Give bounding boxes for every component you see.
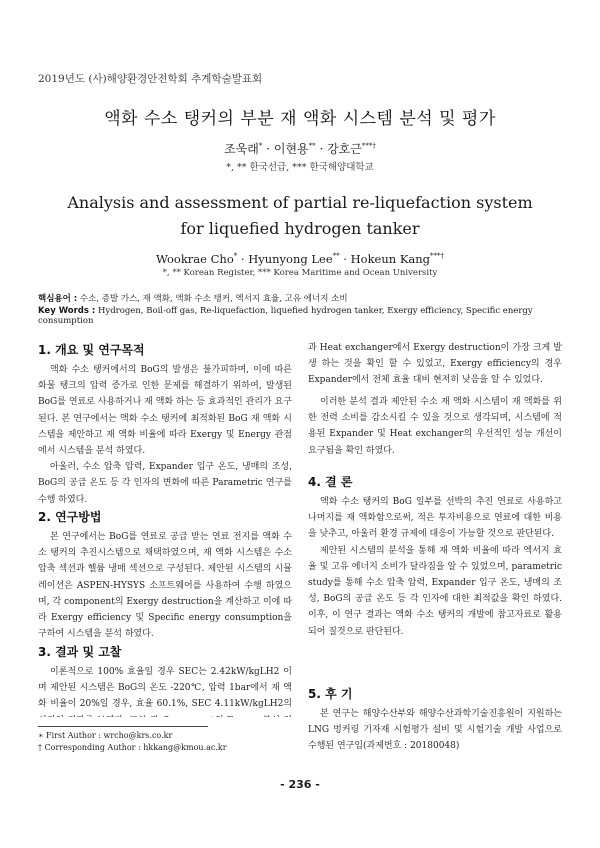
footnote-divider	[38, 726, 208, 727]
author-2-en: Hyunyong Lee	[248, 252, 333, 266]
paragraph: 이러한 분석 결과 제안된 수소 재 액화 시스템이 재 액화를 위한 전력 소비를 감소시킬 수 있을 것으로 생각되며, 시스템에 적용된 Expander 및 Heat exchanger의 우선적인 성능 개선이 요구됨을 확인 하였다.	[308, 397, 562, 456]
paragraph: 이론적으로 100% 효율일 경우 SEC는 2.42kW/kgLH2 이며 제안된 시스템은 BoG의 온도 -220℃, 압력 1bar에서 재 액화 비율이 20%일 경우, 효율 60.1%, SEC 4.11kW/kgLH2의	[38, 667, 292, 710]
conference-header: 2019년도 (사)해양환경안전학회 추계학술발표회	[38, 73, 263, 85]
paper-title-korean: 액화 수소 탱커의 부분 재 액화 시스템 분석 및 평가	[104, 109, 496, 129]
section-1	[38, 341, 292, 508]
author-1-ko-mark: *	[258, 142, 263, 150]
section-4	[308, 473, 562, 640]
section-3	[38, 643, 292, 717]
author-1-ko: 조욱래	[224, 142, 259, 156]
section-5	[308, 685, 562, 755]
page-number: - 236 -	[280, 778, 320, 791]
affiliation-korean: *, ** 한국선급, *** 한국해양대학교	[226, 162, 374, 173]
footnote-first-author: ∗ First Author : wrcho@krs.co.kr	[38, 731, 173, 740]
keywords-ko-label: 핵심용어 :	[38, 294, 78, 304]
authors-korean	[0, 140, 600, 157]
keywords-ko-text: 수소, 증발 가스, 재 액화, 액화 수소 탱커, 엑서지 효율, 고유 에너지 소비	[79, 294, 348, 304]
author-3-en: Hokeun Kang	[350, 252, 431, 266]
keywords-english	[38, 306, 568, 326]
keywords-korean	[38, 292, 568, 304]
paragraph: 본 연구는 해양수산부와 해양수산과학기술진흥원이 지원하는 LNG 벙커링 기자재 시험평가 설비 및 시험기술 개발 사업으로 수행된 연구임(과제번호 : 20180048)	[308, 709, 562, 752]
section-2	[38, 508, 292, 642]
section-3-continued-2	[308, 394, 562, 459]
paragraph: 액화 수소 탱커의 BoG 일부를 선박의 추진 연료로 사용하고 나머지를 재 액화함으로써, 적은 투자비용으로 연료에 대한 비용을 낮추고, 아울러 환경 규제에 대응이 가능할 것으로 판단된다.	[308, 497, 562, 540]
paragraph: 본 연구에서는 BoG를 연료로 공급 받는 연료 전지를 액화 수소 탱커의 추진시스템으로 채택하였으며, 재 액화 시스템은 수소 압축 섹션과 헬륨 냉매 섹션으로 구성된다. 제안된 시스템의 시뮬레이션은 ASPEN-HYSYS 소프트웨어를 사용하여 수행 하였으며, 각 component의 Exergy destruction을 계산하고 이에 따라 Exergy efficiency 및 Specific energy consumption을 구하여 시스템을 분석 하였다.	[38, 532, 292, 640]
author-3-ko: 강호근	[327, 142, 362, 156]
author-3-en-mark: ***†	[430, 252, 445, 261]
author-2-ko: 이현용	[273, 142, 309, 156]
section-heading: 1. 개요 및 연구목적	[38, 343, 145, 357]
author-separator: ·	[339, 252, 351, 266]
paragraph: 액화 수소 탱커에서의 BoG의 발생은 불가피하며, 이에 따른 화물 탱크의 압력 증가로 인한 문제를 해결하기 위하여, 발생된 BoG를 연료로 사용하거나 재 액화 하는 등 효과적인 관리가 요구된다. 본 연구에서는 액화 수소 탱커에 최적화된 BoG 재 액화 시스템을 제안하고 재 액화 비율에 따라 Exergy 및 Energy 관점에서 시스템을 분석 하였다.	[38, 365, 292, 457]
author-separator: ·	[315, 142, 328, 156]
author-2-en-mark: **	[332, 252, 340, 261]
authors-english	[0, 252, 600, 266]
section-heading: 5. 후 기	[308, 687, 353, 701]
author-2-ko-mark: **	[308, 142, 316, 150]
section-heading: 3. 결과 및 고찰	[38, 645, 122, 659]
affiliation-english: *, ** Korean Register, *** Korea Maritime and Ocean University	[162, 268, 438, 278]
paragraph: 과 Heat exchanger에서 Exergy destruction이 가장 크게 발생 하는 것을 확인 할 수 있었고, Exergy efficiency의 경우 Expander에서 전체 효율 대비 현저히 낮음을 알 수 있었다.	[308, 342, 562, 386]
author-1-en-mark: *	[233, 252, 238, 261]
keywords-en-label: Key Words :	[38, 306, 96, 316]
author-separator: ·	[262, 142, 274, 156]
section-heading: 4. 결 론	[308, 475, 353, 489]
paragraph: 제안된 시스템의 분석을 통해 재 액화 비율에 따라 엑서지 효율 및 고유 에너지 소비가 달라짐을 알 수 있었으며, parametric study를 통해 수소 압축 압력, Expander 입구 온도, 냉매의 조성, BoG의 공급 온도 등 각 인자에 대한 최적값을 확인 하였다. 이후, 이 연구 결과는 액화 수소 탱커의 개발에 참고자료로 활용되어 질것으로 판단된다.	[308, 545, 562, 637]
footnote-corresponding-author: † Corresponding Author : hkkang@kmou.ac.kr	[38, 743, 227, 752]
paper-title-english: Analysis and assessment of partial re-liquefaction system for liquefied hydrogen tanker	[67, 193, 533, 238]
section-heading: 2. 연구방법	[38, 510, 102, 524]
keywords-en-text: Hydrogen, Boil-off gas, Re-liquefaction, liquefied hydrogen tanker, Exergy efficiency, Specific energy consumption	[38, 306, 533, 326]
author-1-en: Wookrae Cho	[155, 252, 234, 266]
author-separator: ·	[237, 252, 249, 266]
section-3-continued	[308, 336, 562, 394]
author-3-ko-mark: ***†	[361, 142, 376, 150]
paragraph: 아울러, 수소 압축 압력, Expander 입구 온도, 냉매의 조성, BoG의 공급 온도 등 각 인자의 변화에 따른 Parametric 연구를 수행 하였다.	[38, 462, 292, 505]
